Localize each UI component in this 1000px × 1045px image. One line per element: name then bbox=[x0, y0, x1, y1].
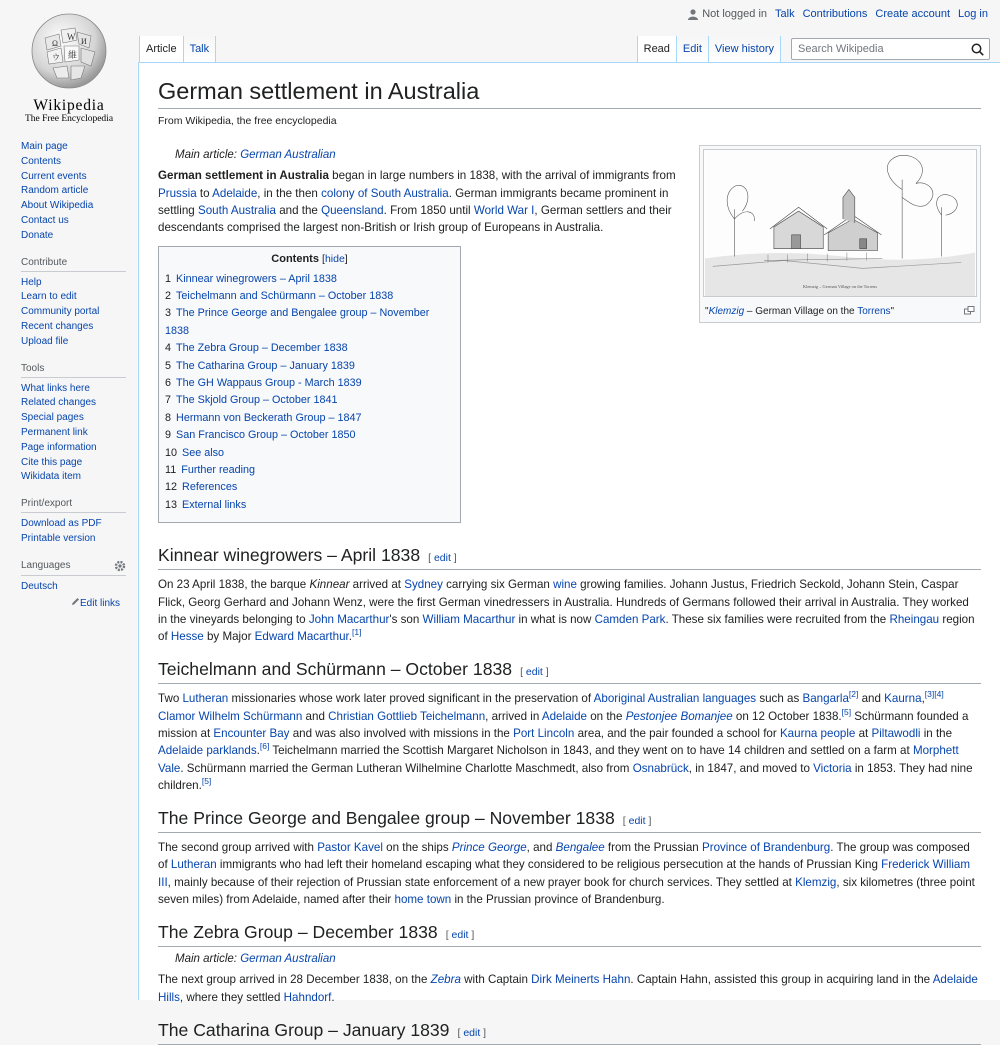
wiki-link[interactable]: Zebra bbox=[430, 973, 461, 987]
text-run: such as bbox=[756, 692, 803, 706]
text-run: missionaries whose work later proved significant in the preservation of bbox=[228, 692, 594, 706]
globe-icon bbox=[27, 10, 111, 90]
toc-item[interactable] bbox=[165, 462, 454, 479]
tab-history-label[interactable]: View history bbox=[714, 43, 774, 55]
tab-read[interactable]: Read bbox=[637, 36, 677, 63]
wiki-link[interactable]: Dirk Meinerts Hahn bbox=[531, 973, 631, 987]
tab-edit-label[interactable]: Edit bbox=[682, 43, 702, 55]
text-run: Teichelmann married the Scottish Margaret Nicholson in 1843, and they went on to have 14 children and settled on a farm at bbox=[269, 744, 913, 758]
text-run: The next group arrived in 28 December 1838, on the bbox=[158, 973, 431, 987]
text-run: , in the then bbox=[257, 186, 322, 200]
table-of-contents bbox=[158, 246, 461, 524]
text-run: from the Prussian bbox=[604, 841, 702, 855]
wiki-link[interactable]: Rheingau bbox=[889, 612, 940, 626]
toc-number: 13 bbox=[165, 498, 178, 511]
text-run: . Captain Hahn, assisted this group in acquiring land in the bbox=[630, 973, 933, 987]
edit-links-label[interactable]: Edit links bbox=[79, 597, 120, 609]
text-run: carrying six German bbox=[442, 578, 554, 592]
wiki-link[interactable]: William Macarthur bbox=[422, 612, 516, 626]
wiki-link[interactable]: Bangarla bbox=[802, 692, 849, 706]
hatnote: Main article: German Australian bbox=[175, 149, 336, 162]
languages-portal bbox=[0, 560, 138, 609]
sidebar-item-recent-changes[interactable]: Recent changes bbox=[21, 320, 94, 332]
print-portal bbox=[0, 498, 138, 547]
tab-talk[interactable] bbox=[184, 36, 217, 63]
text-run: . The group was composed of bbox=[158, 841, 970, 872]
navigation-portal bbox=[0, 140, 138, 244]
toc-item[interactable] bbox=[165, 392, 454, 409]
text-run: in what is now bbox=[515, 612, 595, 626]
text-run: by Major bbox=[203, 630, 255, 644]
edit-section-link[interactable]: edit bbox=[451, 929, 469, 942]
citation-link[interactable]: [1] bbox=[352, 627, 362, 638]
wiki-link[interactable]: Lutheran bbox=[170, 858, 217, 872]
text-run: and bbox=[858, 692, 885, 706]
text-run: . These six families were recruited from the bbox=[665, 612, 890, 626]
klemzig-caption-link[interactable]: Klemzig bbox=[708, 306, 745, 318]
toc-link[interactable]: The Catharina Group – January 1839 bbox=[176, 359, 355, 372]
text-run: area, and the pair founded a school for bbox=[574, 727, 780, 740]
toc-item[interactable] bbox=[165, 288, 454, 305]
sidebar-item-random-article[interactable]: Random article bbox=[21, 185, 89, 197]
sidebar-item-page-information[interactable]: Page information bbox=[21, 441, 97, 453]
toc-link[interactable]: Kinnear winegrowers – April 1838 bbox=[176, 272, 337, 285]
wiki-link[interactable]: Pastor Kavel bbox=[317, 841, 383, 855]
toc-link[interactable]: References bbox=[182, 481, 238, 494]
text-run: . Schürmann married the German Lutheran Wilhelmine Charlotte Maschmedt, also from bbox=[180, 761, 633, 775]
text-run: growing families. Johann Justus, Friedrich Seckold, Johann Stein, Caspar Flick, Georg Gerhard and Johann Wenz, were the first German vinedressers in Australia. Hundreds of Germans followed their arrival in Australia. They worked in the vineyards belonging to bbox=[158, 578, 969, 626]
toc-number: 4 bbox=[165, 342, 172, 355]
wiki-link[interactable]: Port Lincoln bbox=[513, 727, 575, 740]
toc-link[interactable]: Hermann von Beckerath Group – 1847 bbox=[176, 411, 362, 424]
search-placeholder: Search Wikipedia bbox=[798, 43, 884, 55]
wiki-link[interactable]: Province of Brandenburg bbox=[701, 841, 831, 855]
tagline: The Free Encyclopedia bbox=[24, 114, 114, 124]
text-run: . From 1850 until bbox=[383, 203, 474, 217]
tools-heading: Tools bbox=[21, 363, 126, 378]
toc-link[interactable]: External links bbox=[182, 498, 247, 511]
toc-hide-toggle[interactable]: hide bbox=[324, 252, 345, 265]
toc-link[interactable]: The GH Wappaus Group - March 1839 bbox=[176, 377, 362, 389]
edit-section-link[interactable]: edit bbox=[463, 1026, 481, 1039]
citation-link[interactable]: [5] bbox=[201, 776, 212, 787]
tab-talk-label[interactable]: Talk bbox=[189, 43, 210, 55]
text-run: On 23 April 1838, the barque bbox=[158, 578, 310, 592]
text-run: region of bbox=[158, 612, 975, 644]
citation-link[interactable]: [5] bbox=[841, 706, 852, 717]
wiki-link[interactable]: Encounter Bay bbox=[213, 727, 290, 740]
not-logged-in-label: Not logged in bbox=[702, 8, 768, 20]
toc-number: 12 bbox=[165, 481, 178, 494]
text-run: 's son bbox=[389, 612, 423, 626]
citation-link[interactable]: [6] bbox=[259, 741, 270, 752]
citation-link[interactable]: [3][4] bbox=[924, 689, 944, 700]
toc-item[interactable] bbox=[165, 340, 454, 357]
search-icon[interactable] bbox=[971, 43, 984, 56]
toc-link[interactable]: Teichelmann and Schürmann – October 1838 bbox=[176, 289, 394, 302]
wiki-link[interactable]: colony of South Australia bbox=[321, 186, 449, 200]
enlarge-icon[interactable] bbox=[964, 306, 975, 315]
wiki-link[interactable]: Adelaide bbox=[541, 709, 587, 723]
thumbnail-caption: "Klemzig – German Village on the Torrens" bbox=[703, 302, 977, 319]
toc-number: 8 bbox=[165, 411, 172, 424]
wiki-link[interactable]: Prince George bbox=[451, 841, 527, 855]
page-title: German settlement in Australia bbox=[158, 77, 981, 109]
text-run: in the bbox=[920, 727, 953, 740]
wiki-link[interactable]: Sydney bbox=[404, 578, 443, 592]
toc-link[interactable]: The Prince George and Bengalee group – November 1838 bbox=[165, 307, 430, 337]
wiki-link[interactable]: Hesse bbox=[170, 630, 204, 644]
wiki-link[interactable]: Adelaide bbox=[212, 186, 258, 200]
wiki-link[interactable]: John Macarthur bbox=[308, 612, 390, 626]
italic-text: Kinnear bbox=[309, 578, 350, 592]
text-run: to bbox=[196, 186, 213, 200]
wiki-link[interactable]: Queensland bbox=[321, 203, 384, 217]
toc-item[interactable] bbox=[165, 497, 454, 514]
site-subtitle: From Wikipedia, the free encyclopedia bbox=[158, 115, 337, 128]
text-run: arrived at bbox=[349, 578, 405, 592]
text-run: The second group arrived with bbox=[158, 841, 318, 855]
edit-section-link[interactable]: edit bbox=[525, 666, 543, 679]
contribute-heading: Contribute bbox=[21, 257, 126, 272]
toc-item[interactable] bbox=[165, 358, 454, 375]
print-heading: Print/export bbox=[21, 498, 126, 513]
text-run: at bbox=[855, 727, 872, 740]
tools-portal bbox=[0, 363, 138, 486]
text-run: , German settlers and their descendants comprised the largest non-British or Irish group of Europeans in Australia. bbox=[158, 203, 672, 235]
sidebar-item-download-pdf[interactable]: Download as PDF bbox=[21, 518, 102, 530]
toc-link[interactable]: The Skjold Group – October 1841 bbox=[176, 394, 338, 407]
svg-text:Ω: Ω bbox=[52, 39, 58, 48]
text-run: , arrived in bbox=[485, 709, 542, 723]
wiki-link[interactable]: Clamor Wilhelm Schürmann bbox=[158, 709, 303, 723]
illustration-caption: Klemzig – German Village on the Torrens bbox=[802, 284, 878, 290]
toc-number: 1 bbox=[165, 272, 172, 285]
gear-icon[interactable] bbox=[114, 560, 126, 572]
user-icon bbox=[688, 9, 698, 20]
text-run: , six kilometres (three point seven miles) from Adelaide, named after their bbox=[158, 875, 975, 907]
sidebar-item-what-links-here[interactable]: What links here bbox=[21, 382, 90, 394]
toc-link[interactable]: See also bbox=[182, 446, 225, 459]
view-tabs bbox=[637, 36, 990, 63]
sidebar-item-special-pages[interactable]: Special pages bbox=[21, 412, 84, 424]
pencil-icon bbox=[71, 597, 80, 606]
svg-text:維: 維 bbox=[68, 50, 78, 60]
svg-text:W: W bbox=[67, 32, 76, 42]
not-logged-in bbox=[688, 8, 767, 20]
wiki-link[interactable]: wine bbox=[553, 578, 577, 592]
text-run: Schürmann founded a mission at bbox=[158, 709, 969, 740]
edit-section-link[interactable]: edit bbox=[433, 552, 451, 565]
text-run: in 1853. They had nine children. bbox=[158, 761, 973, 792]
toc-number: 6 bbox=[165, 377, 172, 389]
sidebar-item-about[interactable]: About Wikipedia bbox=[21, 200, 94, 212]
sidebar bbox=[0, 140, 138, 622]
hatnote-link[interactable]: German Australian bbox=[240, 149, 336, 162]
wiki-link[interactable]: Piltawodli bbox=[871, 727, 921, 740]
toc-link[interactable]: San Francisco Group – October 1850 bbox=[176, 429, 356, 442]
tab-view-history[interactable] bbox=[709, 36, 781, 63]
torrens-caption-link[interactable]: Torrens bbox=[857, 306, 891, 318]
sidebar-item-main-page[interactable]: Main page bbox=[21, 141, 68, 152]
wiki-link[interactable]: Aboriginal Australian languages bbox=[593, 692, 757, 706]
wiki-link[interactable]: Prussia bbox=[158, 186, 197, 200]
sidebar-item-upload-file[interactable]: Upload file bbox=[21, 335, 69, 347]
wiki-link[interactable]: Osnabrück bbox=[632, 761, 689, 775]
wiki-link[interactable]: Bengalee bbox=[555, 841, 605, 855]
text-run: immigrants who had left their homeland escaping what they considered to be religious persecution at the hands of Prussian King bbox=[216, 858, 882, 872]
wiki-link[interactable]: Adelaide parklands bbox=[158, 744, 257, 758]
toc-number: 2 bbox=[165, 289, 172, 302]
wiki-link[interactable]: home town bbox=[394, 893, 452, 907]
wikipedia-logo[interactable] bbox=[14, 10, 124, 124]
wiki-link[interactable]: Edward Macarthur bbox=[254, 630, 349, 644]
sidebar-item-wikidata-item[interactable]: Wikidata item bbox=[21, 471, 82, 483]
text-run: in the Prussian province of Brandenburg. bbox=[451, 893, 665, 907]
text-run: . German immigrants became prominent in settling bbox=[158, 186, 669, 217]
search-input[interactable] bbox=[791, 38, 990, 60]
wiki-link[interactable]: Pestonjee Bomanjee bbox=[625, 709, 733, 723]
sidebar-item-related-changes[interactable]: Related changes bbox=[21, 397, 97, 409]
toc-number: 11 bbox=[165, 464, 177, 477]
sidebar-item-printable-version[interactable]: Printable version bbox=[21, 532, 96, 544]
bold-term: German settlement in Australia bbox=[158, 169, 329, 183]
wiki-link[interactable]: Christian Gottlieb Teichelmann bbox=[328, 709, 486, 723]
wiki-link[interactable]: Adelaide Hills bbox=[158, 973, 978, 1004]
section-heading: The Catharina Group – January 1839 [ edit ] bbox=[158, 1020, 981, 1045]
sidebar-item-cite-this-page[interactable]: Cite this page bbox=[21, 456, 83, 468]
section-heading: Teichelmann and Schürmann – October 1838 [ edit ] bbox=[158, 659, 981, 684]
text-run: , in 1847, and moved to bbox=[688, 761, 814, 775]
paragraph bbox=[158, 971, 981, 1006]
contribute-portal bbox=[0, 257, 138, 350]
wiki-link[interactable]: Lutheran bbox=[182, 692, 229, 706]
sidebar-item-community-portal[interactable]: Community portal bbox=[21, 306, 100, 318]
svg-text:И: И bbox=[81, 37, 87, 46]
edit-links[interactable] bbox=[21, 597, 120, 609]
hatnote: Main article: German Australian bbox=[175, 953, 336, 966]
paragraph bbox=[158, 576, 981, 645]
sidebar-item-help[interactable]: Help bbox=[21, 276, 42, 288]
text-run: and the bbox=[275, 203, 322, 217]
wiki-link[interactable]: Klemzig bbox=[795, 875, 837, 889]
wiki-link[interactable]: Camden Park bbox=[594, 612, 666, 626]
wiki-link[interactable]: Hahndorf bbox=[283, 990, 332, 1004]
toc-item[interactable] bbox=[165, 410, 454, 427]
sidebar-item-contents[interactable]: Contents bbox=[21, 155, 62, 167]
tab-article[interactable]: Article bbox=[139, 36, 184, 63]
contributions-link[interactable]: Contributions bbox=[802, 8, 868, 20]
wiki-link[interactable]: South Australia bbox=[197, 203, 276, 217]
languages-heading: Languages bbox=[21, 560, 126, 576]
text-run: on 12 October 1838. bbox=[732, 709, 842, 723]
text-run: , bbox=[921, 692, 925, 706]
text-run: , and bbox=[526, 841, 556, 855]
toc-item[interactable] bbox=[165, 271, 454, 288]
text-run: and bbox=[302, 709, 329, 723]
text-run: . bbox=[348, 630, 352, 644]
text-run: . bbox=[331, 990, 335, 1004]
wiki-link[interactable]: Kaurna bbox=[884, 692, 922, 706]
toc-number: 7 bbox=[165, 394, 172, 407]
toc-link[interactable]: Further reading bbox=[181, 464, 256, 477]
sidebar-item-learn-to-edit[interactable]: Learn to edit bbox=[21, 291, 77, 303]
wiki-link[interactable]: Kaurna people bbox=[779, 727, 856, 740]
paragraph bbox=[158, 839, 981, 908]
create-account-link[interactable]: Create account bbox=[875, 8, 951, 20]
toc-item[interactable] bbox=[165, 427, 454, 444]
section-heading: The Zebra Group – December 1838 [ edit ] bbox=[158, 922, 981, 947]
sidebar-item-current-events[interactable]: Current events bbox=[21, 170, 87, 182]
toc-item[interactable] bbox=[165, 305, 454, 340]
toc-number: 10 bbox=[165, 446, 178, 459]
text-run: with Captain bbox=[460, 973, 532, 987]
text-run: on the bbox=[587, 709, 626, 723]
wiki-link[interactable]: Victoria bbox=[813, 761, 852, 775]
wiki-link[interactable]: Morphett Vale bbox=[158, 744, 959, 775]
article-content bbox=[138, 62, 1000, 1040]
section-heading: Kinnear winegrowers – April 1838 [ edit ] bbox=[158, 545, 981, 570]
toc-number: 5 bbox=[165, 359, 172, 372]
log-in-link[interactable]: Log in bbox=[958, 8, 988, 20]
sidebar-item-donate[interactable]: Donate bbox=[21, 229, 54, 241]
sidebar-item-permanent-link[interactable]: Permanent link bbox=[21, 426, 88, 438]
text-run: and was also involved with missions in the bbox=[289, 727, 514, 740]
svg-text:ウ: ウ bbox=[52, 53, 60, 62]
sidebar-item-deutsch[interactable]: Deutsch bbox=[21, 580, 58, 592]
citation-link[interactable]: [2] bbox=[848, 689, 859, 700]
wiki-link[interactable]: Frederick William III bbox=[158, 858, 971, 889]
section-heading: The Prince George and Bengalee group – November 1838 [ edit ] bbox=[158, 808, 981, 833]
paragraph bbox=[158, 690, 981, 794]
text-run: began in large numbers in 1838, with the arrival of immigrants from bbox=[328, 169, 676, 183]
thumbnail bbox=[699, 145, 981, 323]
sidebar-item-contact[interactable]: Contact us bbox=[21, 214, 69, 226]
klemzig-illustration[interactable] bbox=[703, 149, 977, 297]
wiki-link[interactable]: World War I bbox=[473, 203, 535, 217]
toc-item[interactable] bbox=[165, 445, 454, 462]
text-run: , where they settled bbox=[179, 990, 284, 1004]
toc-link[interactable]: The Zebra Group – December 1838 bbox=[176, 342, 348, 355]
toc-list bbox=[165, 271, 454, 515]
toc-number: 3 bbox=[165, 307, 172, 320]
edit-section-link[interactable]: edit bbox=[628, 815, 646, 828]
personal-tools bbox=[688, 8, 988, 20]
wordmark: Wikipedia bbox=[33, 97, 105, 114]
toc-item[interactable] bbox=[165, 479, 454, 496]
talk-link[interactable]: Talk bbox=[775, 8, 795, 20]
toc-number: 9 bbox=[165, 429, 172, 442]
toc-item[interactable] bbox=[165, 375, 454, 392]
text-run: Two bbox=[158, 692, 183, 706]
text-run: on the ships bbox=[382, 841, 452, 855]
toc-title: Contents [hide] bbox=[271, 252, 348, 265]
tab-edit[interactable] bbox=[677, 36, 709, 63]
namespace-tabs bbox=[139, 36, 216, 63]
text-run: . bbox=[256, 744, 260, 758]
text-run: , mainly because of their rejection of Prussian state enforcement of a new prayer book for church services. They settled at bbox=[167, 875, 796, 889]
hatnote-link[interactable]: German Australian bbox=[240, 953, 336, 966]
